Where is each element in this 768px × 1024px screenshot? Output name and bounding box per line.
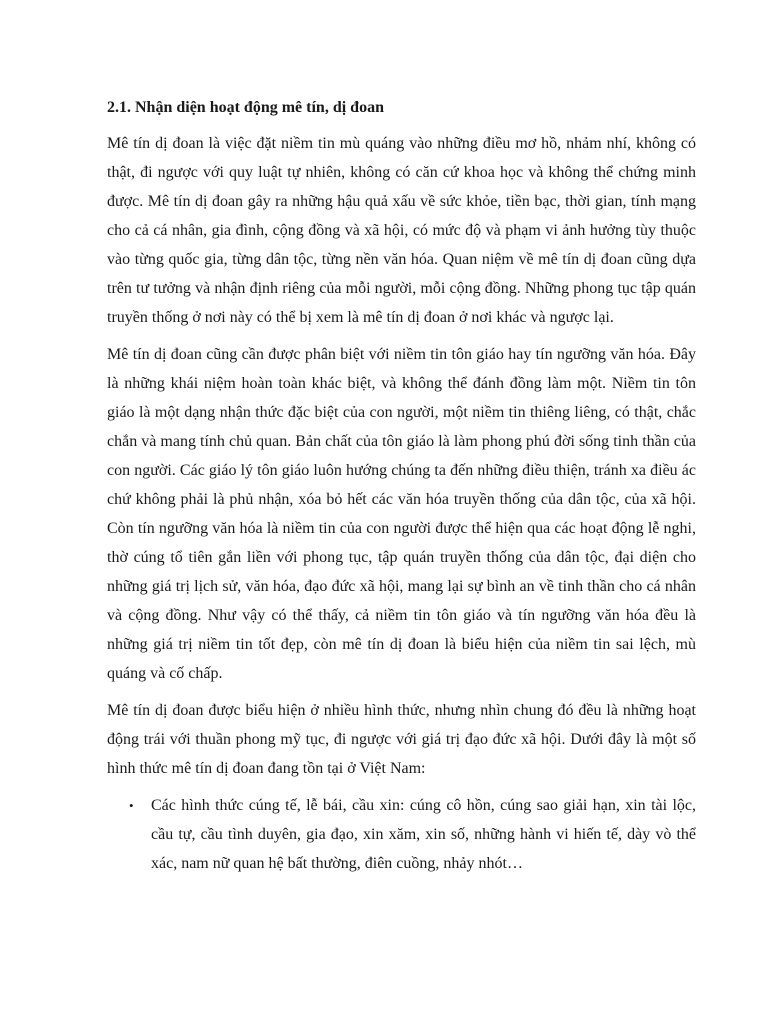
list-item <box>107 791 696 878</box>
bullet-marker: • <box>129 798 134 813</box>
forms-bullet-list <box>107 791 696 878</box>
section-heading: 2.1. Nhận diện hoạt động mê tín, dị đoan <box>107 99 384 116</box>
bullet-text: Các hình thức cúng tế, lễ bái, cầu xin: cúng cô hồn, cúng sao giải hạn, xin tài lộc, cầu tự, cầu tình duyên, gia đạo, xin xăm, xin số, những hành vi hiến tế, dày vò thể xác, nam nữ quan hệ bất thường, điên cuồng, nhảy nhót… <box>151 797 696 872</box>
paragraph-distinction: Mê tín dị đoan cũng cần được phân biệt với niềm tin tôn giáo hay tín ngưỡng văn hóa. Đây là những khái niệm hoàn toàn khác biệt, và không thể đánh đồng làm một. Niềm tin tôn giáo là một dạng nhận thức đặc biệt của con người, một niềm tin thiêng liêng, có thật, chắc chắn và mang tính chủ quan. Bản chất của tôn giáo là làm phong phú đời sống tinh thần của con người. Các giáo lý tôn giáo luôn hướng chúng ta đến những điều thiện, tránh xa điều ác chứ không phải là phủ nhận, xóa bỏ hết các văn hóa truyền thống của dân tộc, của xã hội. Còn tín ngưỡng văn hóa là niềm tin của con người được thể hiện qua các hoạt động lễ nghi, thờ cúng tổ tiên gắn liền với phong tục, tập quán truyền thống của dân tộc, đại diện cho những giá trị lịch sử, văn hóa, đạo đức xã hội, mang lại sự bình an về tinh thần cho cá nhân và cộng đồng. Như vậy có thể thấy, cả niềm tin tôn giáo và tín ngưỡng văn hóa đều là những giá trị niềm tin tốt đẹp, còn mê tín dị đoan là biểu hiện của niềm tin sai lệch, mù quáng và cố chấp. <box>107 346 696 682</box>
paragraph-definition: Mê tín dị đoan là việc đặt niềm tin mù quáng vào những điều mơ hồ, nhảm nhí, không có thật, đi ngược với quy luật tự nhiên, không có căn cứ khoa học và không thể chứng minh được. Mê tín dị đoan gây ra những hậu quả xấu về sức khỏe, tiền bạc, thời gian, tính mạng cho cả cá nhân, gia đình, cộng đồng và xã hội, có mức độ và phạm vi ảnh hưởng tùy thuộc vào từng quốc gia, từng dân tộc, từng nền văn hóa. Quan niệm về mê tín dị đoan cũng dựa trên tư tưởng và nhận định riêng của mỗi người, mỗi cộng đồng. Những phong tục tập quán truyền thống ở nơi này có thể bị xem là mê tín dị đoan ở nơi khác và ngược lại. <box>107 135 696 326</box>
paragraph-forms-intro: Mê tín dị đoan được biểu hiện ở nhiều hình thức, nhưng nhìn chung đó đều là những hoạt động trái với thuần phong mỹ tục, đi ngược với giá trị đạo đức xã hội. Dưới đây là một số hình thức mê tín dị đoan đang tồn tại ở Việt Nam: <box>107 702 696 777</box>
